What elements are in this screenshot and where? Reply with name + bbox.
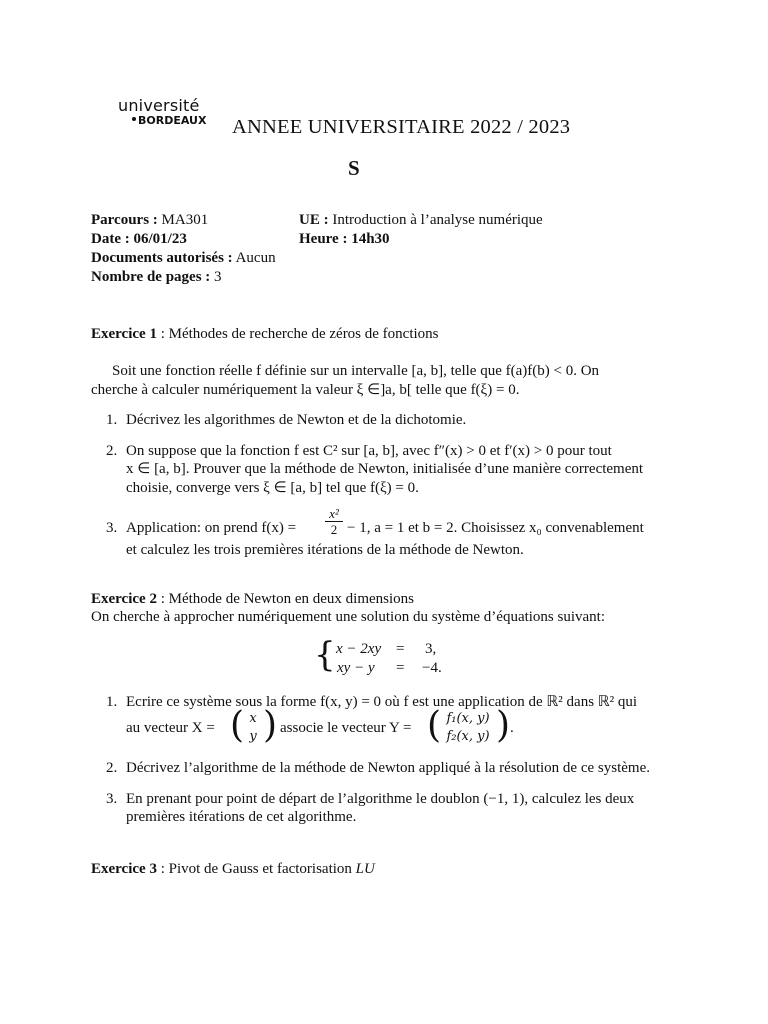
parcours-value: MA301 [161,212,209,228]
vector-y-component2: f₂(x, y) [446,729,490,744]
logo-dot-icon [132,117,136,121]
ue-value: Introduction à l’analyse numérique [332,212,543,228]
system-eq1-equals: = [396,641,405,657]
exercise-1-heading [91,324,439,344]
vector-y-close-paren: ) [496,705,511,746]
vector-y-component1: f₁(x, y) [446,711,490,726]
system-eq2-equals: = [396,660,405,676]
ex1-item2-line3: choisie, converge vers ξ ∈ [a, b] tel que f(ξ) = 0. [126,480,419,496]
logo-wordmark: université [118,96,200,115]
ex2-item3-line1: En prenant pour point de départ de l’algorithme le doublon (−1, 1), calculez les deux [126,791,635,807]
vector-x [246,710,260,746]
ex2-item3-line2: premières itérations de cet algorithme. [126,809,357,825]
exercise-3-title-math: LU [355,861,375,877]
university-logo [118,96,228,136]
ex2-item1-line2b: associe le vecteur Y = [280,720,412,736]
date-label: Date : 06/01/23 [91,231,187,247]
ex2-item3-number: 3. [106,791,118,807]
ex1-item3-number: 3. [106,520,118,536]
ex2-item1-end: . [510,720,514,736]
heure-line [299,231,390,248]
vector-x-open-paren: ( [230,705,245,746]
ue-line [299,212,543,229]
system-eq1-rhs: 3, [425,641,437,657]
exercise-2-heading [91,589,414,609]
heure-label: Heure : 14h30 [299,231,390,247]
parcours-label: Parcours : [91,212,158,228]
pages-line [91,269,222,286]
vector-x-component2: y [249,729,257,744]
system-eq2-lhs: xy − y [337,660,375,676]
ex1-item2-number: 2. [106,443,118,459]
vector-y [442,710,494,746]
ex1-fraction [325,506,343,537]
vector-x-component1: x [249,711,257,726]
exercise-3-heading [91,859,375,879]
exercise-3-label: Exercice 3 [91,861,157,877]
exercise-1-intro-line2: cherche à calculer numériquement la valeur ξ ∈]a, b[ telle que f(ξ) = 0. [91,382,520,398]
exercise-2-label: Exercice 2 [91,591,157,607]
ex2-item1-number: 1. [106,694,118,710]
logo-subtitle: BORDEAUX [138,114,207,127]
docs-value: Aucun [235,250,276,266]
ex2-item2-text: Décrivez l’algorithme de la méthode de Newton appliqué à la résolution de ce système. [126,760,650,776]
ex1-item2-line2: x ∈ [a, b]. Prouver que la méthode de Newton, initialisée d’une manière correctement [126,461,644,477]
vector-x-close-paren: ) [263,705,278,746]
pages-label: Nombre de pages : [91,269,211,285]
ex1-item1-number: 1. [106,412,118,428]
exercise-1-intro-line1: Soit une fonction réelle f définie sur un intervalle [a, b], telle que f(a)f(b) < 0. On [112,363,600,379]
docs-line [91,250,276,267]
ex2-item1-line2a: au vecteur X = [126,720,215,736]
page-subtitle: S [348,156,360,180]
exercise-2-title: : Méthode de Newton en deux dimensions [156,591,414,607]
ex1-item3-line1b: − 1, a = 1 et b = 2. Choisissez x₀ convenablement [347,520,644,536]
system-eq2-rhs: −4. [422,660,442,676]
fraction-numerator: x² [329,506,339,521]
ex1-item1-text: Décrivez les algorithmes de Newton et de la dichotomie. [126,412,467,428]
docs-label: Documents autorisés : [91,250,233,266]
exercise-2-intro: On cherche à approcher numériquement une solution du système d’équations suivant: [91,609,606,625]
vector-y-open-paren: ( [427,705,442,746]
exercise-3-title: : Pivot de Gauss et factorisation [156,861,356,877]
exercise-1-title: : Méthodes de recherche de zéros de fonctions [156,326,439,342]
pages-value: 3 [214,269,222,285]
page-title: ANNEE UNIVERSITAIRE 2022 / 2023 [232,116,571,138]
system-brace: { [314,635,336,675]
parcours-line [91,212,208,229]
date-line [91,231,187,248]
ex1-item3-line2: et calculez les trois premières itérations de la méthode de Newton. [126,542,524,558]
ex2-item1-line1: Ecrire ce système sous la forme f(x, y) = 0 où f est une application de ℝ² dans ℝ² qui [126,694,638,710]
fraction-denominator: 2 [325,521,343,537]
ex2-item2-number: 2. [106,760,118,776]
ex1-item2-line1: On suppose que la fonction f est C² sur [a, b], avec f″(x) > 0 et f′(x) > 0 pour tout [126,443,612,459]
ex1-item3-line1a: Application: on prend f(x) = [126,520,297,536]
system-eq1-lhs: x − 2xy [336,641,382,657]
exercise-1-label: Exercice 1 [91,326,157,342]
ue-label: UE : [299,212,329,228]
